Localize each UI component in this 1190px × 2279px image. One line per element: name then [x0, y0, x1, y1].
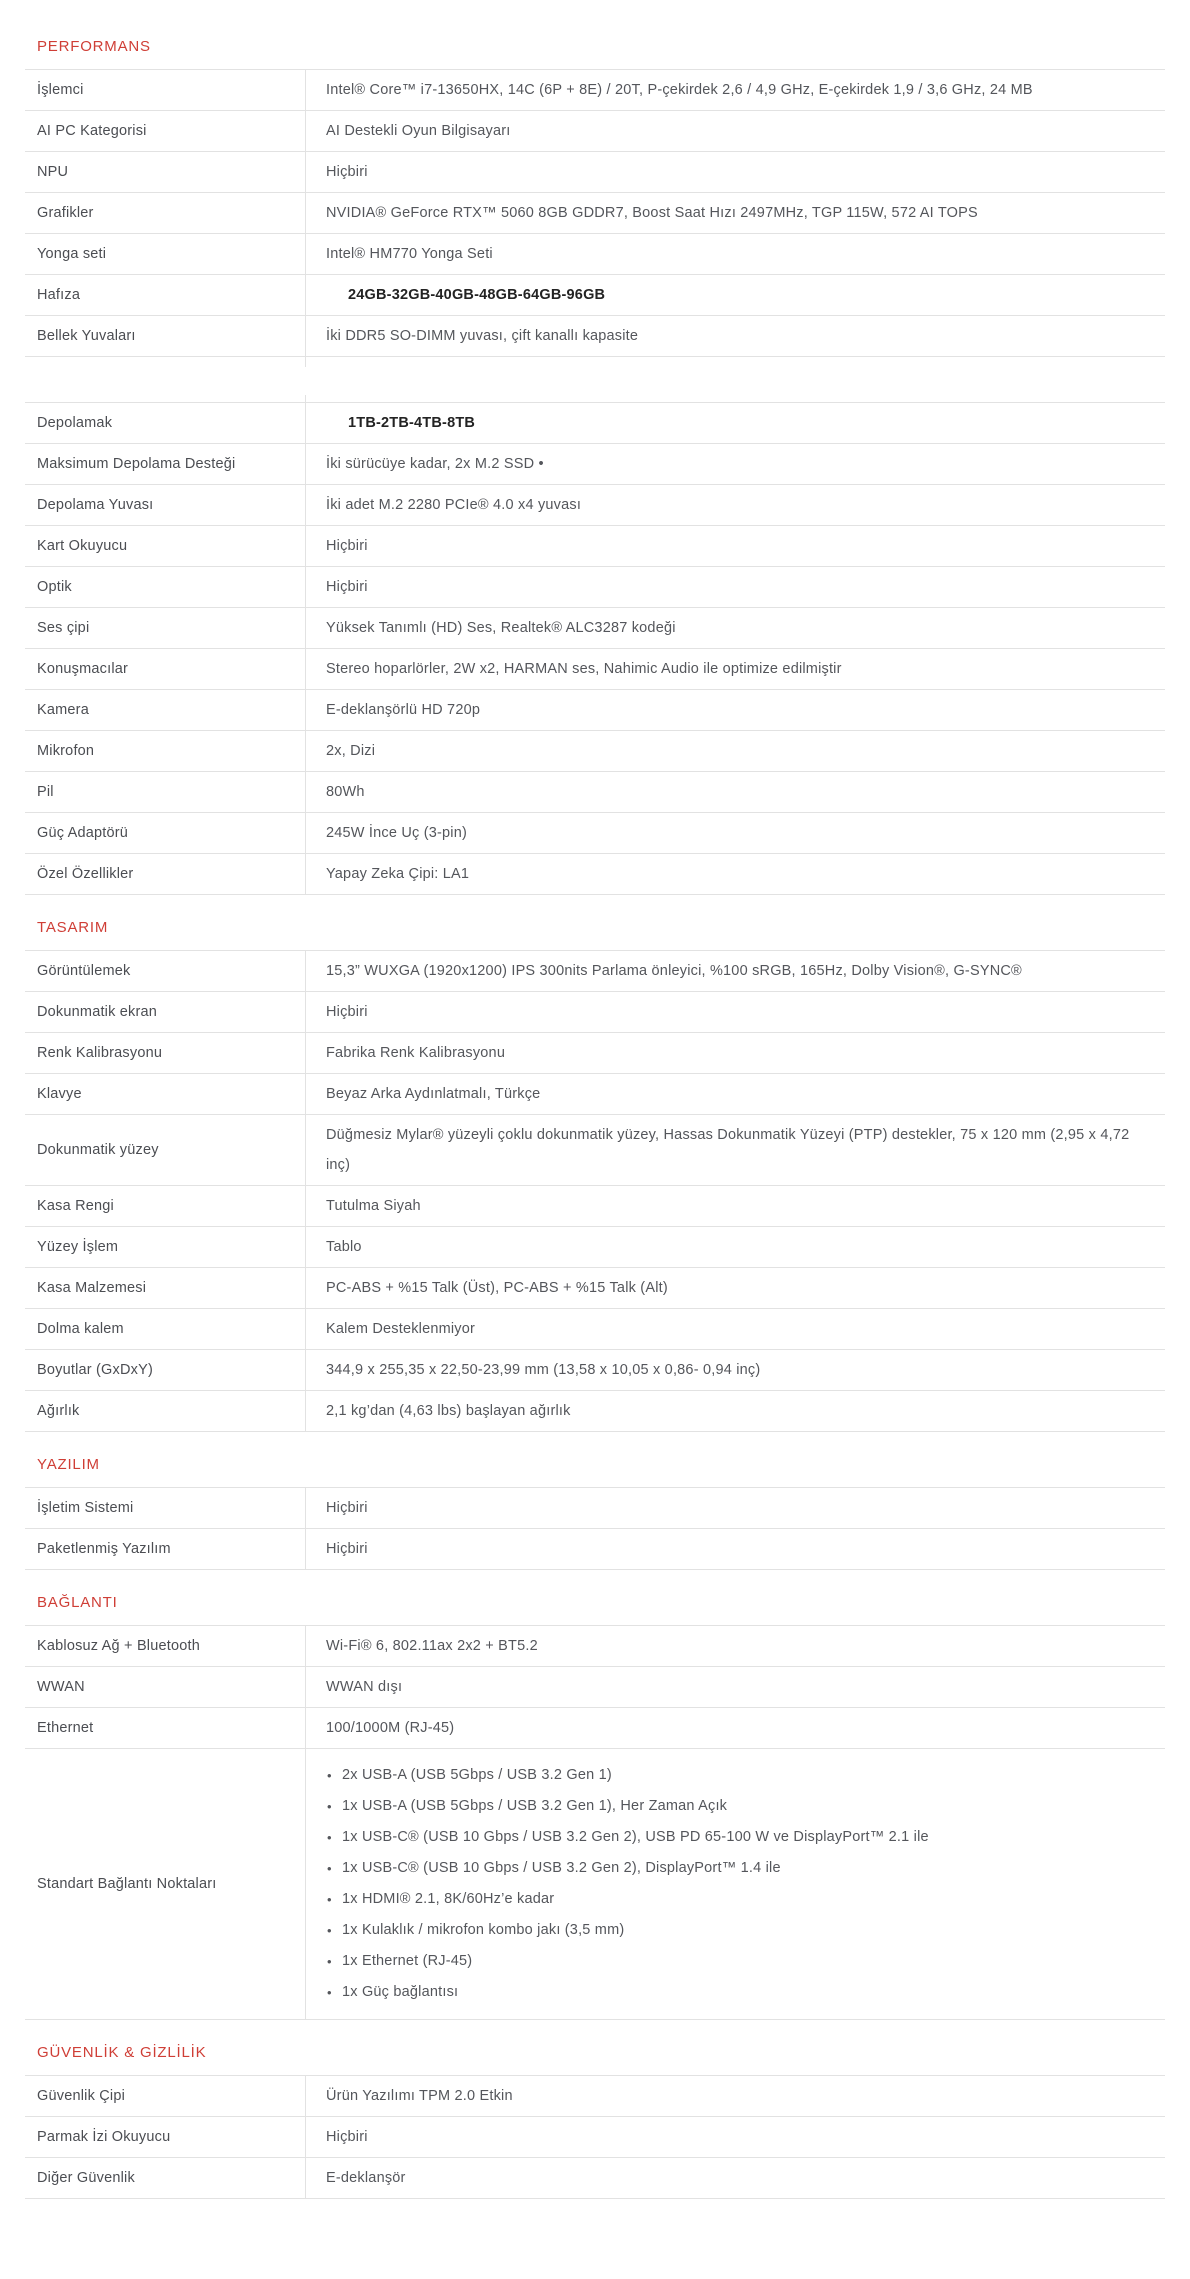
- spec-row: [25, 193, 1165, 234]
- spacer-value-cell: [306, 394, 1165, 404]
- spec-value: Ürün Yazılımı TPM 2.0 Etkin: [326, 2088, 513, 2104]
- section-heading: TASARIM: [37, 919, 109, 936]
- spec-row: [25, 2117, 1165, 2158]
- spec-value: 245W İnce Uç (3-pin): [326, 825, 467, 841]
- spec-row: [25, 567, 1165, 608]
- spec-label: WWAN: [25, 1667, 306, 1707]
- spec-value: Tablo: [326, 1239, 362, 1255]
- spec-value: E-deklanşörlü HD 720p: [326, 702, 481, 718]
- spec-label: Ethernet: [25, 1708, 306, 1748]
- spacer-row: [25, 357, 1165, 367]
- spec-row: [25, 1708, 1165, 1749]
- spec-table: [25, 1487, 1165, 1570]
- spec-label: Depolamak: [25, 403, 306, 443]
- spec-label: Dokunmatik ekran: [25, 992, 306, 1032]
- table-gap: [25, 367, 1165, 395]
- spec-value: Beyaz Arka Aydınlatmalı, Türkçe: [326, 1086, 541, 1102]
- spec-value: Hiçbiri: [326, 2129, 368, 2145]
- spec-value: Fabrika Renk Kalibrasyonu: [326, 1045, 506, 1061]
- spec-value: İki DDR5 SO-DIMM yuvası, çift kanallı kapasite: [326, 328, 639, 344]
- port-list-item: • 1x Güç bağlantısı: [326, 1977, 1141, 2008]
- spec-label: Kasa Malzemesi: [25, 1268, 306, 1308]
- section-heading: GÜVENLİK & GİZLİLİK: [37, 2044, 207, 2061]
- port-list-item: • 1x USB-C® (USB 10 Gbps / USB 3.2 Gen 2), DisplayPort™ 1.4 ile: [326, 1853, 1141, 1884]
- spec-value: 2x, Dizi: [326, 743, 376, 759]
- spec-label: Standart Bağlantı Noktaları: [25, 1749, 306, 2019]
- spec-sheet: [25, 0, 1165, 2279]
- spec-row: [25, 2158, 1165, 2199]
- spec-value: 15,3” WUXGA (1920x1200) IPS 300nits Parlama önleyici, %100 sRGB, 165Hz, Dolby Vision®, G-SYNC®: [326, 963, 1022, 979]
- section-heading: PERFORMANS: [37, 38, 151, 55]
- spec-table: [25, 2075, 1165, 2199]
- spec-label: Kasa Rengi: [25, 1186, 306, 1226]
- spec-value: Düğmesiz Mylar® yüzeyli çoklu dokunmatik yüzey, Hassas Dokunmatik Yüzeyi (PTP) destekler, 75 x 120 mm (2,95 x 4,72 inç): [326, 1127, 1130, 1173]
- spec-row: [25, 152, 1165, 193]
- spec-label: Kamera: [25, 690, 306, 730]
- spec-label: Grafikler: [25, 193, 306, 233]
- spec-label: Hafıza: [25, 275, 306, 315]
- section-heading: YAZILIM: [37, 1456, 100, 1473]
- spec-row: [25, 485, 1165, 526]
- spec-row: [25, 1115, 1165, 1186]
- spec-value: Hiçbiri: [326, 538, 368, 554]
- spec-label: Paketlenmiş Yazılım: [25, 1529, 306, 1569]
- spec-row: [25, 444, 1165, 485]
- spec-label: NPU: [25, 152, 306, 192]
- spec-label: Ağırlık: [25, 1391, 306, 1431]
- spec-value: PC-ABS + %15 Talk (Üst), PC-ABS + %15 Talk (Alt): [326, 1280, 668, 1296]
- spec-label: Kart Okuyucu: [25, 526, 306, 566]
- spec-table: [25, 395, 1165, 895]
- spec-label: Pil: [25, 772, 306, 812]
- spec-value: Hiçbiri: [326, 1500, 368, 1516]
- spec-row: [25, 854, 1165, 895]
- spec-row: [25, 1391, 1165, 1432]
- spec-row: [25, 1268, 1165, 1309]
- spec-label: Diğer Güvenlik: [25, 2158, 306, 2198]
- spec-value: 1TB-2TB-4TB-8TB: [348, 415, 476, 431]
- spec-label: İşlemci: [25, 70, 306, 110]
- spec-row: [25, 731, 1165, 772]
- spec-value: 80Wh: [326, 784, 365, 800]
- spec-label: Renk Kalibrasyonu: [25, 1033, 306, 1073]
- spec-label: İşletim Sistemi: [25, 1488, 306, 1528]
- spec-label: Yonga seti: [25, 234, 306, 274]
- spec-row: [25, 608, 1165, 649]
- spec-label: Dolma kalem: [25, 1309, 306, 1349]
- spacer-row: [25, 395, 1165, 403]
- spec-row: [25, 403, 1165, 444]
- spec-value: 100/1000M (RJ-45): [326, 1720, 455, 1736]
- spec-value: İki adet M.2 2280 PCIe® 4.0 x4 yuvası: [326, 497, 582, 513]
- spec-label: Dokunmatik yüzey: [25, 1115, 306, 1185]
- spec-label: Maksimum Depolama Desteği: [25, 444, 306, 484]
- spec-value: 24GB-32GB-40GB-48GB-64GB-96GB: [348, 287, 606, 303]
- spec-row: [25, 1626, 1165, 1667]
- spec-row: [25, 813, 1165, 854]
- spec-value: Kalem Desteklenmiyor: [326, 1321, 476, 1337]
- spec-row: [25, 234, 1165, 275]
- spec-value: E-deklanşör: [326, 2170, 406, 2186]
- spec-row: [25, 772, 1165, 813]
- spec-row: [25, 526, 1165, 567]
- spec-value: Stereo hoparlörler, 2W x2, HARMAN ses, Nahimic Audio ile optimize edilmiştir: [326, 661, 842, 677]
- spacer-label-cell: [25, 357, 306, 367]
- port-list-item: • 1x HDMI® 2.1, 8K/60Hz’e kadar: [326, 1884, 1141, 1915]
- spec-row: [25, 951, 1165, 992]
- spec-row: [25, 1309, 1165, 1350]
- spec-value: Wi-Fi® 6, 802.11ax 2x2 + BT5.2: [326, 1638, 538, 1654]
- spec-label: Boyutlar (GxDxY): [25, 1350, 306, 1390]
- spec-value: Hiçbiri: [326, 579, 368, 595]
- spec-row: [25, 1350, 1165, 1391]
- spec-label: Ses çipi: [25, 608, 306, 648]
- spec-row: [25, 1033, 1165, 1074]
- spec-label: Optik: [25, 567, 306, 607]
- spec-label: Mikrofon: [25, 731, 306, 771]
- port-list-item: • 1x Ethernet (RJ-45): [326, 1946, 1141, 1977]
- spec-row: [25, 2076, 1165, 2117]
- spec-label: Güvenlik Çipi: [25, 2076, 306, 2116]
- port-list-item: • 1x Kulaklık / mikrofon kombo jakı (3,5 mm): [326, 1915, 1141, 1946]
- spec-label: Görüntülemek: [25, 951, 306, 991]
- spec-row: [25, 1227, 1165, 1268]
- spec-value: NVIDIA® GeForce RTX™ 5060 8GB GDDR7, Boost Saat Hızı 2497MHz, TGP 115W, 572 AI TOPS: [326, 205, 978, 221]
- spec-row: [25, 275, 1165, 316]
- spec-row: [25, 316, 1165, 357]
- spacer-value-cell: [306, 357, 1165, 367]
- spec-label: AI PC Kategorisi: [25, 111, 306, 151]
- spec-label: Konuşmacılar: [25, 649, 306, 689]
- spec-value: Intel® Core™ i7-13650HX, 14C (6P + 8E) / 20T, P-çekirdek 2,6 / 4,9 GHz, E-çekirdek 1,9 / 3,6 GHz, 24 MB: [326, 82, 1033, 98]
- spec-table: [25, 1625, 1165, 2020]
- spec-table: [25, 69, 1165, 367]
- spec-label: Güç Adaptörü: [25, 813, 306, 853]
- spec-value: 2,1 kg’dan (4,63 lbs) başlayan ağırlık: [326, 1403, 571, 1419]
- spec-row: [25, 1186, 1165, 1227]
- spec-label: Depolama Yuvası: [25, 485, 306, 525]
- spec-value: Hiçbiri: [326, 1541, 368, 1557]
- spec-value: Intel® HM770 Yonga Seti: [326, 246, 493, 262]
- spec-row: [25, 1749, 1165, 2020]
- section-heading: BAĞLANTI: [37, 1594, 118, 1611]
- spec-label: Bellek Yuvaları: [25, 316, 306, 356]
- spec-row: [25, 992, 1165, 1033]
- spec-label: Yüzey İşlem: [25, 1227, 306, 1267]
- port-list: [326, 1754, 1141, 2014]
- spec-row: [25, 1529, 1165, 1570]
- spec-value: WWAN dışı: [326, 1679, 403, 1695]
- spec-value: Yüksek Tanımlı (HD) Ses, Realtek® ALC3287 kodeği: [326, 620, 676, 636]
- spec-row: [25, 111, 1165, 152]
- spec-row: [25, 690, 1165, 731]
- port-list-item: • 1x USB-C® (USB 10 Gbps / USB 3.2 Gen 2), USB PD 65-100 W ve DisplayPort™ 2.1 ile: [326, 1822, 1141, 1853]
- spec-label: Klavye: [25, 1074, 306, 1114]
- spec-value: 344,9 x 255,35 x 22,50-23,99 mm (13,58 x 10,05 x 0,86- 0,94 inç): [326, 1362, 761, 1378]
- spec-label: Özel Özellikler: [25, 854, 306, 894]
- spec-row: [25, 1488, 1165, 1529]
- spec-value: AI Destekli Oyun Bilgisayarı: [326, 123, 511, 139]
- spec-row: [25, 649, 1165, 690]
- spec-row: [25, 1074, 1165, 1115]
- spec-row: [25, 1667, 1165, 1708]
- spec-label: Kablosuz Ağ + Bluetooth: [25, 1626, 306, 1666]
- spec-row: [25, 70, 1165, 111]
- spec-label: Parmak İzi Okuyucu: [25, 2117, 306, 2157]
- port-list-item: • 1x USB-A (USB 5Gbps / USB 3.2 Gen 1), Her Zaman Açık: [326, 1791, 1141, 1822]
- spec-value: Yapay Zeka Çipi: LA1: [326, 866, 470, 882]
- spec-value: Hiçbiri: [326, 164, 368, 180]
- port-list-item: • 2x USB-A (USB 5Gbps / USB 3.2 Gen 1): [326, 1760, 1141, 1791]
- spec-value: [306, 1749, 1165, 2019]
- spec-value: Tutulma Siyah: [326, 1198, 421, 1214]
- spec-value: Hiçbiri: [326, 1004, 368, 1020]
- spec-table: [25, 950, 1165, 1432]
- spec-value: İki sürücüye kadar, 2x M.2 SSD •: [326, 456, 544, 472]
